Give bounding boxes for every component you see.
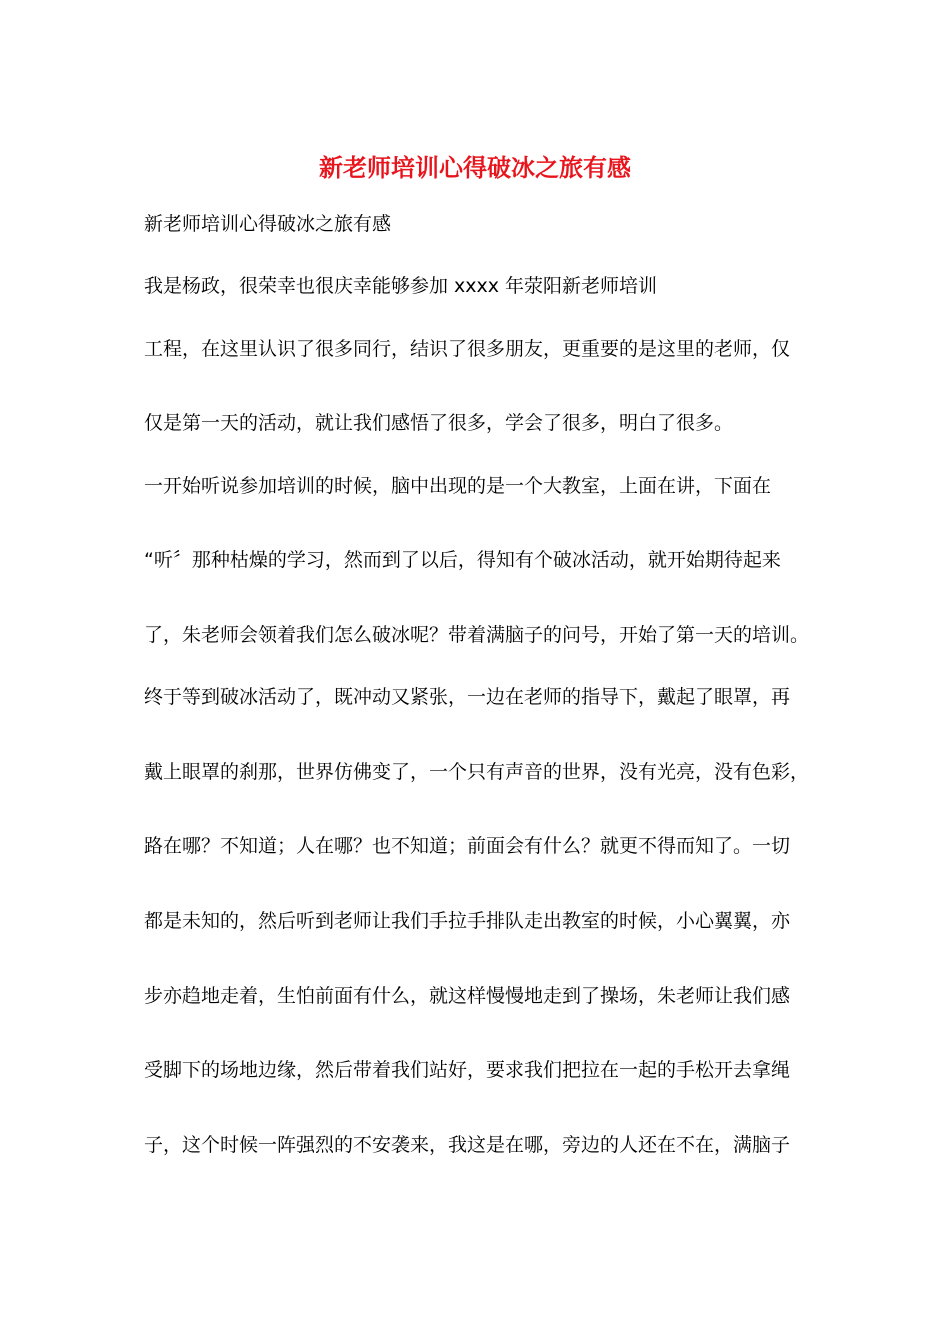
- paragraph-line: 戴上眼罩的刹那，世界仿佛变了，一个只有声音的世界，没有光亮，没有色彩，: [144, 761, 810, 783]
- paragraph-line: 受脚下的场地边缘，然后带着我们站好，要求我们把拉在一起的手松开去拿绳: [144, 1059, 791, 1081]
- document-title: 新老师培训心得破冰之旅有感: [319, 153, 631, 182]
- paragraph-line: 新老师培训心得破冰之旅有感: [144, 213, 392, 235]
- paragraph-line: 子，这个时候一阵强烈的不安袭来，我这是在哪，旁边的人还在不在，满脑子: [144, 1134, 791, 1156]
- paragraph-line: 我是杨政，很荣幸也很庆幸能够参加 xxxx 年荥阳新老师培训: [144, 275, 658, 297]
- paragraph-line: 步亦趋地走着，生怕前面有什么，就这样慢慢地走到了操场，朱老师让我们感: [144, 985, 791, 1007]
- paragraph-line: 终于等到破冰活动了，既冲动又紧张，一边在老师的指导下，戴起了眼罩，再: [144, 686, 791, 708]
- paragraph-line: 了，朱老师会领着我们怎么破冰呢？带着满脑子的问号，开始了第一天的培训。: [144, 624, 810, 646]
- paragraph-line: 都是未知的，然后听到老师让我们手拉手排队走出教室的时候，小心翼翼，亦: [144, 910, 791, 932]
- paragraph-line: 工程，在这里认识了很多同行，结识了很多朋友，更重要的是这里的老师，仅: [144, 338, 791, 360]
- paragraph-line: 路在哪？不知道；人在哪？也不知道；前面会有什么？就更不得而知了。一切: [144, 835, 791, 857]
- paragraph-line: “听〞那种枯燥的学习，然而到了以后，得知有个破冰活动，就开始期待起来: [144, 549, 781, 571]
- paragraph-line: 仅是第一天的活动，就让我们感悟了很多，学会了很多，明白了很多。: [144, 412, 734, 434]
- paragraph-line: 一开始听说参加培训的时候，脑中出现的是一个大教室，上面在讲，下面在: [144, 475, 772, 497]
